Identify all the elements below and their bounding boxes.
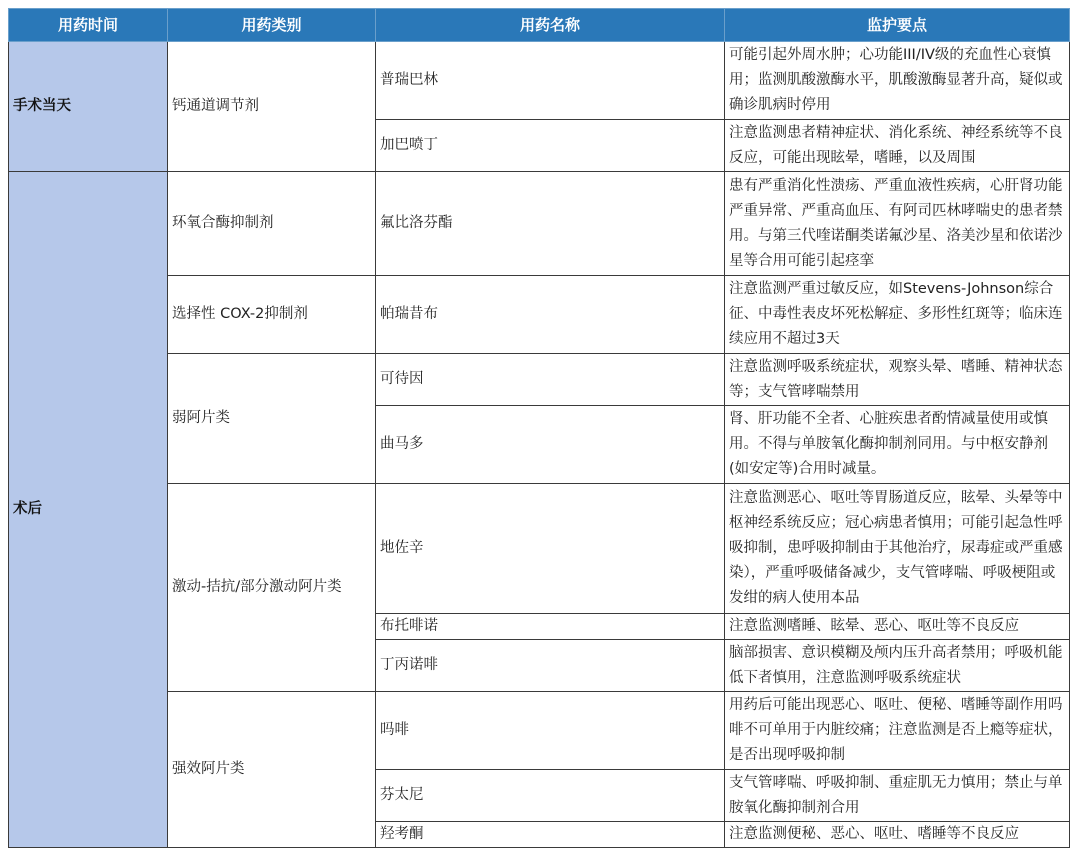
header-row (9, 9, 1070, 42)
time-cell: 术后 (9, 172, 168, 848)
drug-name-cell: 吗啡 (376, 692, 725, 770)
category-cell: 强效阿片类 (168, 692, 376, 848)
drug-name-cell: 丁丙诺啡 (376, 640, 725, 692)
table-row (9, 692, 1070, 770)
monitoring-note-cell: 用药后可能出现恶心、呕吐、便秘、嗜睡等副作用吗啡不可单用于内脏绞痛；注意监测是否上瘾等症状，是否出现呼吸抑制 (725, 692, 1070, 770)
table-row (9, 172, 1070, 276)
category-cell: 弱阿片类 (168, 354, 376, 484)
drug-name-cell: 芬太尼 (376, 770, 725, 822)
monitoring-note-cell: 患有严重消化性溃疡、严重血液性疾病，心肝肾功能严重异常、严重高血压、有阿司匹林哮喘史的患者禁用。与第三代喹诺酮类诺氟沙星、洛美沙星和依诺沙星等合用可能引起痉挛 (725, 172, 1070, 276)
table-row (9, 354, 1070, 406)
drug-name-cell: 布托啡诺 (376, 614, 725, 640)
drug-name-cell: 帕瑞昔布 (376, 276, 725, 354)
monitoring-note-cell: 可能引起外周水肿；心功能III/IV级的充血性心衰慎用；监测肌酸激酶水平，肌酸激酶显著升高，疑似或确诊肌病时停用 (725, 42, 1070, 120)
drug-name-cell: 普瑞巴林 (376, 42, 725, 120)
monitoring-note-cell: 注意监测患者精神症状、消化系统、神经系统等不良反应，可能出现眩晕，嗜睡，以及周围 (725, 120, 1070, 172)
monitoring-note-cell: 脑部损害、意识模糊及颅内压升高者禁用；呼吸机能低下者慎用，注意监测呼吸系统症状 (725, 640, 1070, 692)
table-row (9, 42, 1070, 120)
drug-name-cell: 羟考酮 (376, 822, 725, 848)
drug-name-cell: 可待因 (376, 354, 725, 406)
drug-name-cell: 地佐辛 (376, 484, 725, 614)
category-cell: 环氧合酶抑制剂 (168, 172, 376, 276)
monitoring-note-cell: 注意监测严重过敏反应，如Stevens-Johnson综合征、中毒性表皮坏死松解症、多形性红斑等；临床连续应用不超过3天 (725, 276, 1070, 354)
drug-name-cell: 氟比洛芬酯 (376, 172, 725, 276)
table-row (9, 276, 1070, 354)
drug-name-cell: 曲马多 (376, 406, 725, 484)
category-cell: 钙通道调节剂 (168, 42, 376, 172)
drug-name-cell: 加巴喷丁 (376, 120, 725, 172)
table-row (9, 484, 1070, 614)
medication-monitoring-table (8, 8, 1070, 848)
header-name: 用药名称 (376, 9, 725, 42)
category-cell: 选择性 COX-2抑制剂 (168, 276, 376, 354)
category-cell: 激动-拮抗/部分激动阿片类 (168, 484, 376, 692)
header-notes: 监护要点 (725, 9, 1070, 42)
monitoring-note-cell: 支气管哮喘、呼吸抑制、重症肌无力慎用；禁止与单胺氧化酶抑制剂合用 (725, 770, 1070, 822)
monitoring-note-cell: 注意监测便秘、恶心、呕吐、嗜睡等不良反应 (725, 822, 1070, 848)
time-cell: 手术当天 (9, 42, 168, 172)
monitoring-note-cell: 注意监测嗜睡、眩晕、恶心、呕吐等不良反应 (725, 614, 1070, 640)
header-category: 用药类别 (168, 9, 376, 42)
header-time: 用药时间 (9, 9, 168, 42)
monitoring-note-cell: 注意监测呼吸系统症状，观察头晕、嗜睡、精神状态等；支气管哮喘禁用 (725, 354, 1070, 406)
monitoring-note-cell: 肾、肝功能不全者、心脏疾患者酌情减量使用或慎用。不得与单胺氧化酶抑制剂同用。与中枢安静剂(如安定等)合用时减量。 (725, 406, 1070, 484)
monitoring-note-cell: 注意监测恶心、呕吐等胃肠道反应，眩晕、头晕等中枢神经系统反应；冠心病患者慎用；可能引起急性呼吸抑制，患呼吸抑制由于其他治疗，尿毒症或严重感染），严重呼吸储备减少，支气管哮喘、呼吸梗阻或发绀的病人使用本品 (725, 484, 1070, 614)
